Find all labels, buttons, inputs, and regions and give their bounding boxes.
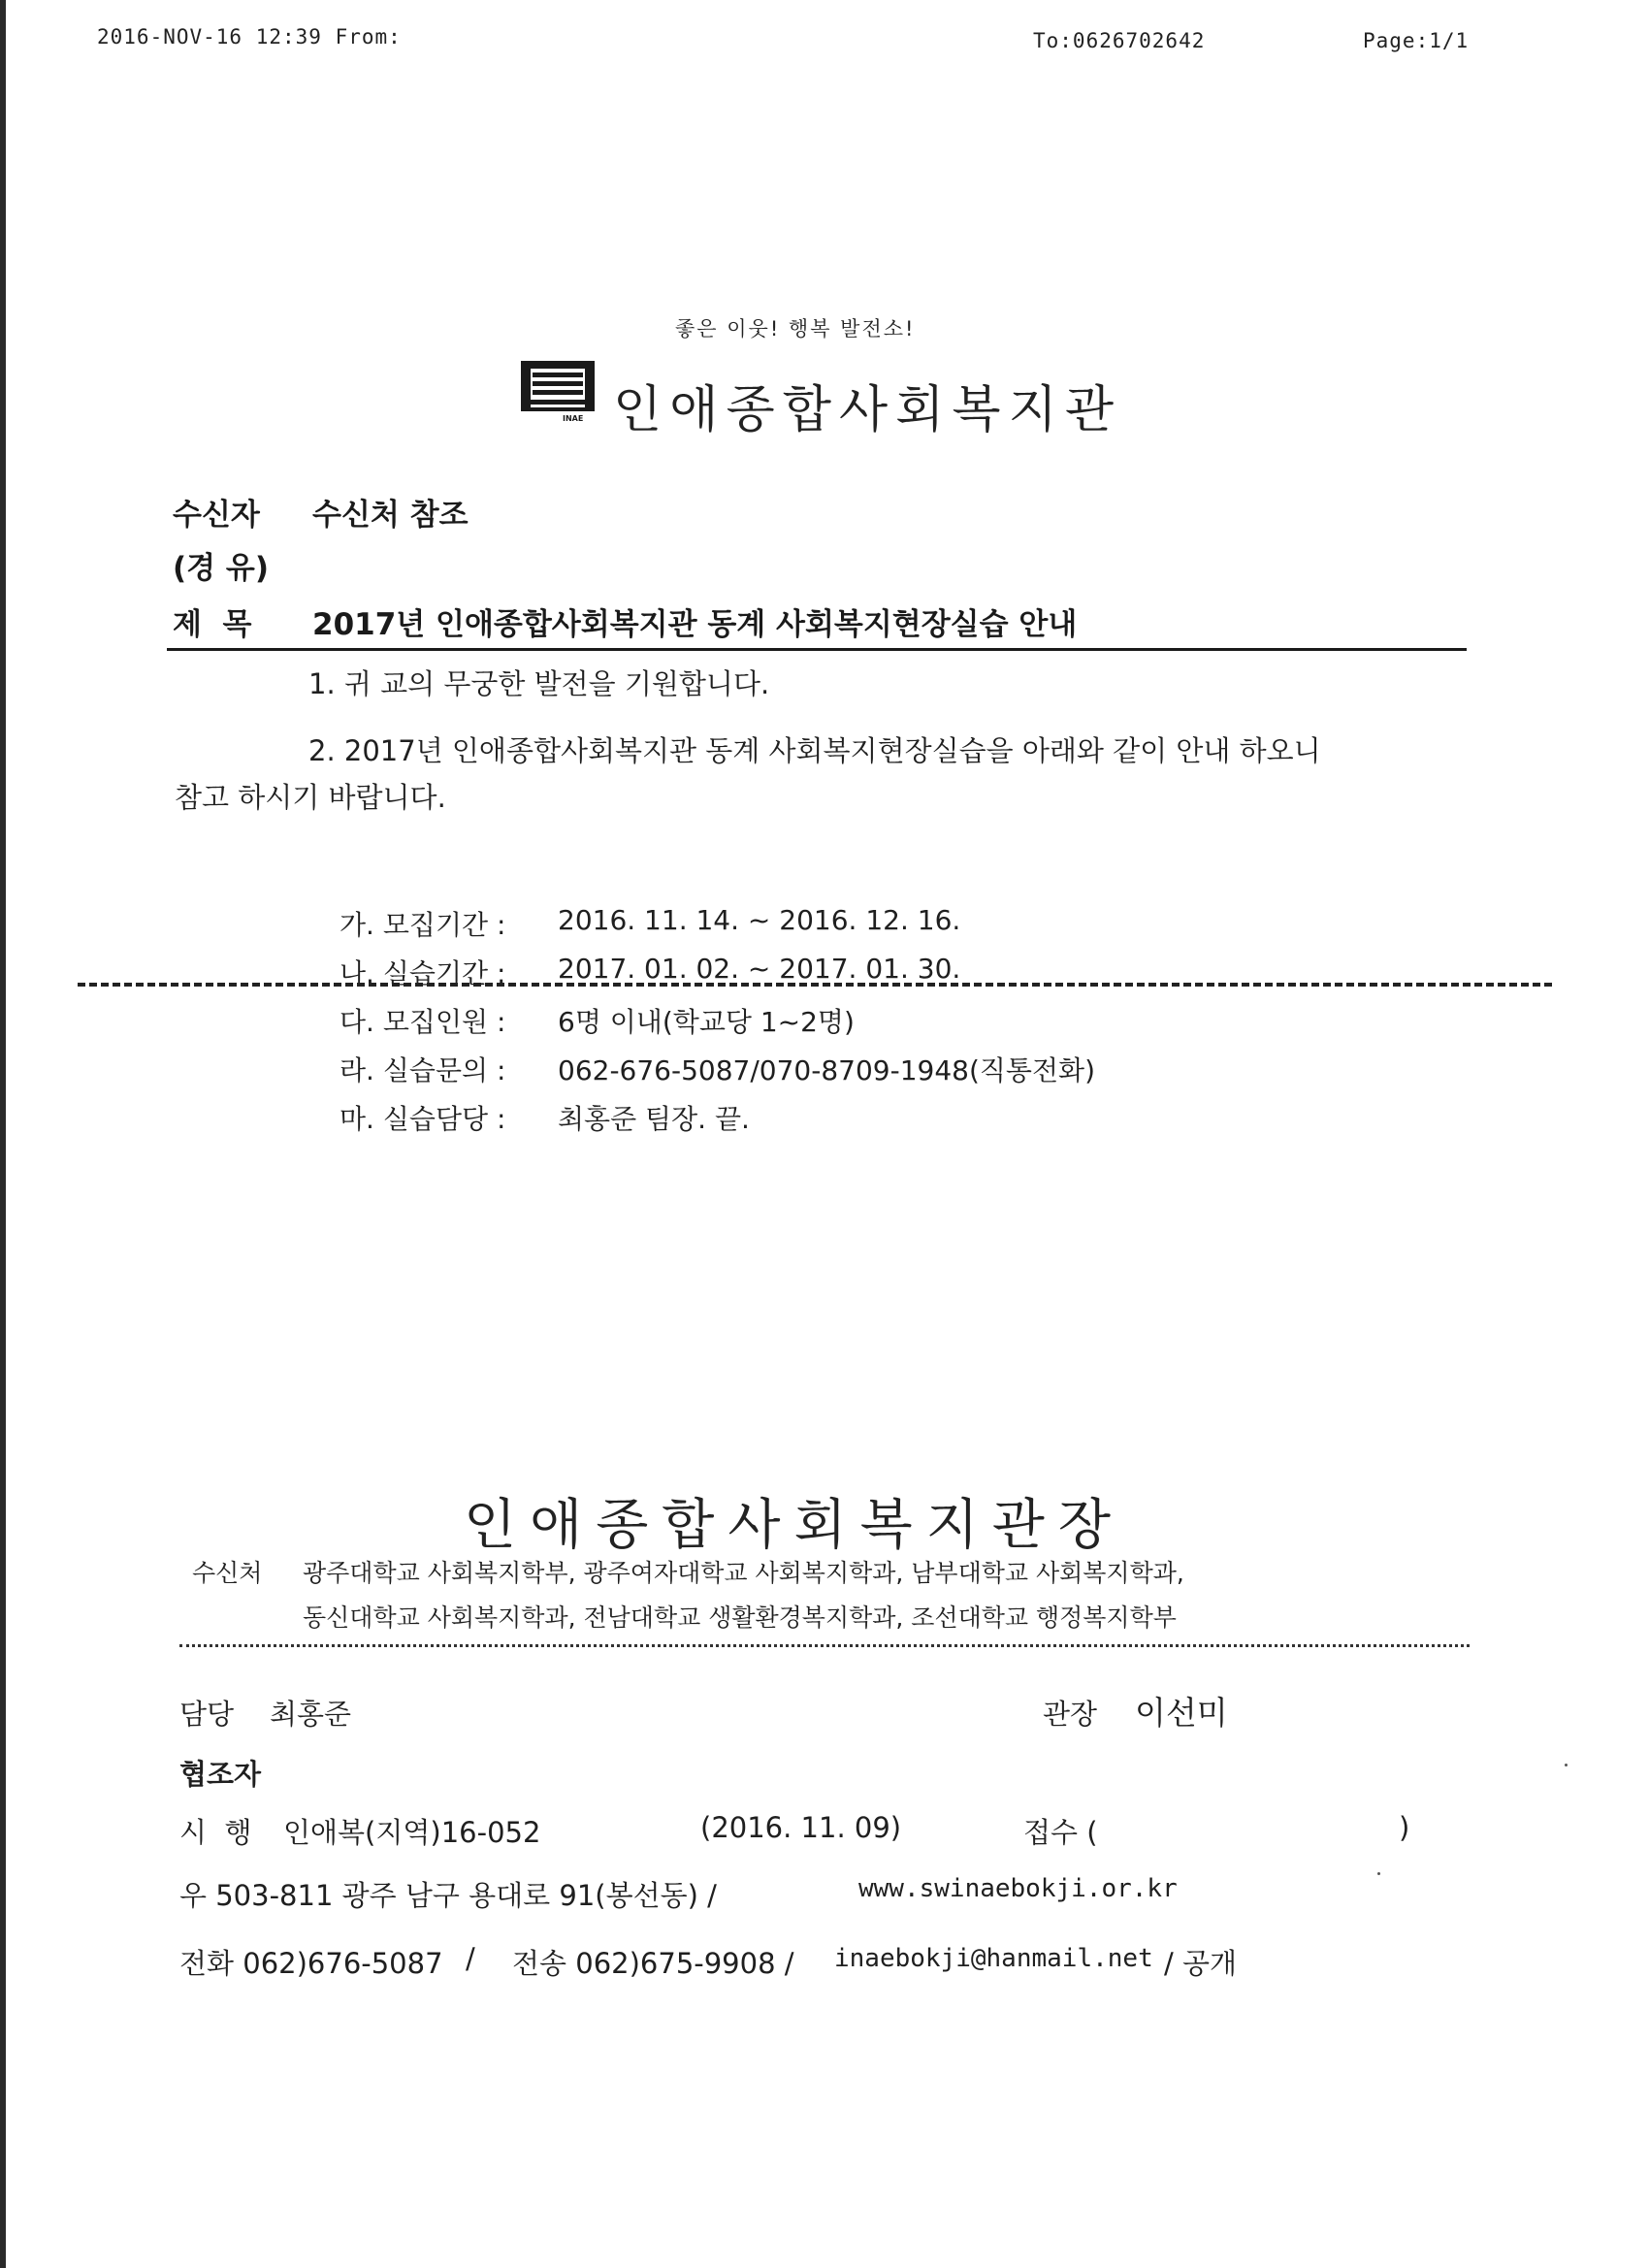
item-label: 라. 실습문의 : xyxy=(340,1054,506,1086)
subject-value: 2017년 인애종합사회복지관 동계 사회복지현장실습 안내 xyxy=(312,607,1078,642)
fax-number: 전송 062)675-9908 / xyxy=(512,1947,794,1980)
address: 우 503-811 광주 남구 용대로 91(봉선동) / xyxy=(179,1879,717,1912)
org-name: 인애종합사회복지관 xyxy=(613,381,1122,439)
director-label: 관장 xyxy=(1043,1698,1098,1731)
scan-edge xyxy=(0,0,6,2268)
enforce-label: 시 행 xyxy=(179,1816,252,1849)
fax-streak-line xyxy=(78,983,1552,987)
via-label: (경 유) xyxy=(173,551,270,586)
recipients-label: 수신처 xyxy=(192,1559,263,1587)
receipt-label: 접수 ( xyxy=(1023,1816,1098,1849)
item-value: 최홍준 팀장. 끝. xyxy=(558,1103,750,1135)
fax-page: Page:1/1 xyxy=(1363,29,1470,52)
director-name: 이선미 xyxy=(1135,1694,1228,1732)
website-link[interactable]: www.swinaebokji.or.kr xyxy=(858,1874,1178,1903)
org-logo-icon xyxy=(519,359,597,427)
fax-datetime: 2016-NOV-16 12:39 From: xyxy=(97,25,402,49)
fax-noise-line xyxy=(179,1644,1470,1647)
recipient-value: 수신처 참조 xyxy=(312,498,469,533)
subject-label: 제 목 xyxy=(173,607,252,642)
email-link[interactable]: inaebokji@hanmail.net xyxy=(834,1944,1153,1973)
slogan: 좋은 이웃! 행복 발전소! xyxy=(675,317,916,340)
cooperator-label: 협조자 xyxy=(179,1758,262,1791)
phone: 전화 062)676-5087 xyxy=(179,1947,443,1980)
fax-to: To:0626702642 xyxy=(1033,29,1206,52)
item-value: 062-676-5087/070-8709-1948(직통전화) xyxy=(558,1054,1095,1086)
item-label: 다. 모집인원 : xyxy=(340,1006,506,1038)
enforce-date: (2016. 11. 09) xyxy=(700,1811,902,1844)
scan-speck xyxy=(1377,1872,1380,1875)
manager-name: 최홍준 xyxy=(270,1698,352,1731)
subject-rule xyxy=(167,648,1467,651)
recipient-label: 수신자 xyxy=(173,498,260,533)
issuer-signature: 인애종합사회복지관장 xyxy=(464,1494,1124,1557)
item-value: 2017. 01. 02. ~ 2017. 01. 30. xyxy=(558,953,961,985)
item-value: 6명 이내(학교당 1~2명) xyxy=(558,1006,855,1038)
receipt-close: ) xyxy=(1399,1811,1410,1844)
body-paragraph-1: 1. 귀 교의 무궁한 발전을 기원합니다. xyxy=(308,667,770,700)
footer-separator: / xyxy=(466,1942,475,1975)
recipients-line-1: 광주대학교 사회복지학부, 광주여자대학교 사회복지학과, 남부대학교 사회복지학과, xyxy=(303,1559,1184,1587)
enforce-number: 인애복(지역)16-052 xyxy=(283,1816,541,1849)
item-label: 나. 실습기간 : xyxy=(340,957,506,989)
scan-speck xyxy=(1565,1764,1568,1766)
item-value: 2016. 11. 14. ~ 2016. 12. 16. xyxy=(558,904,961,936)
body-paragraph-2: 2. 2017년 인애종합사회복지관 동계 사회복지현장실습을 아래와 같이 안내 하오니 xyxy=(308,734,1321,767)
logo-text: INAE xyxy=(563,414,584,423)
recipients-line-2: 동신대학교 사회복지학과, 전남대학교 생활환경복지학과, 조선대학교 행정복지학부 xyxy=(303,1604,1177,1632)
item-label: 마. 실습담당 : xyxy=(340,1103,506,1135)
manager-label: 담당 xyxy=(179,1698,235,1731)
body-paragraph-2-cont: 참고 하시기 바랍니다. xyxy=(175,781,446,814)
public-marker: / 공개 xyxy=(1164,1947,1238,1980)
item-label: 가. 모집기간 : xyxy=(340,909,506,941)
org-logo xyxy=(519,359,597,427)
